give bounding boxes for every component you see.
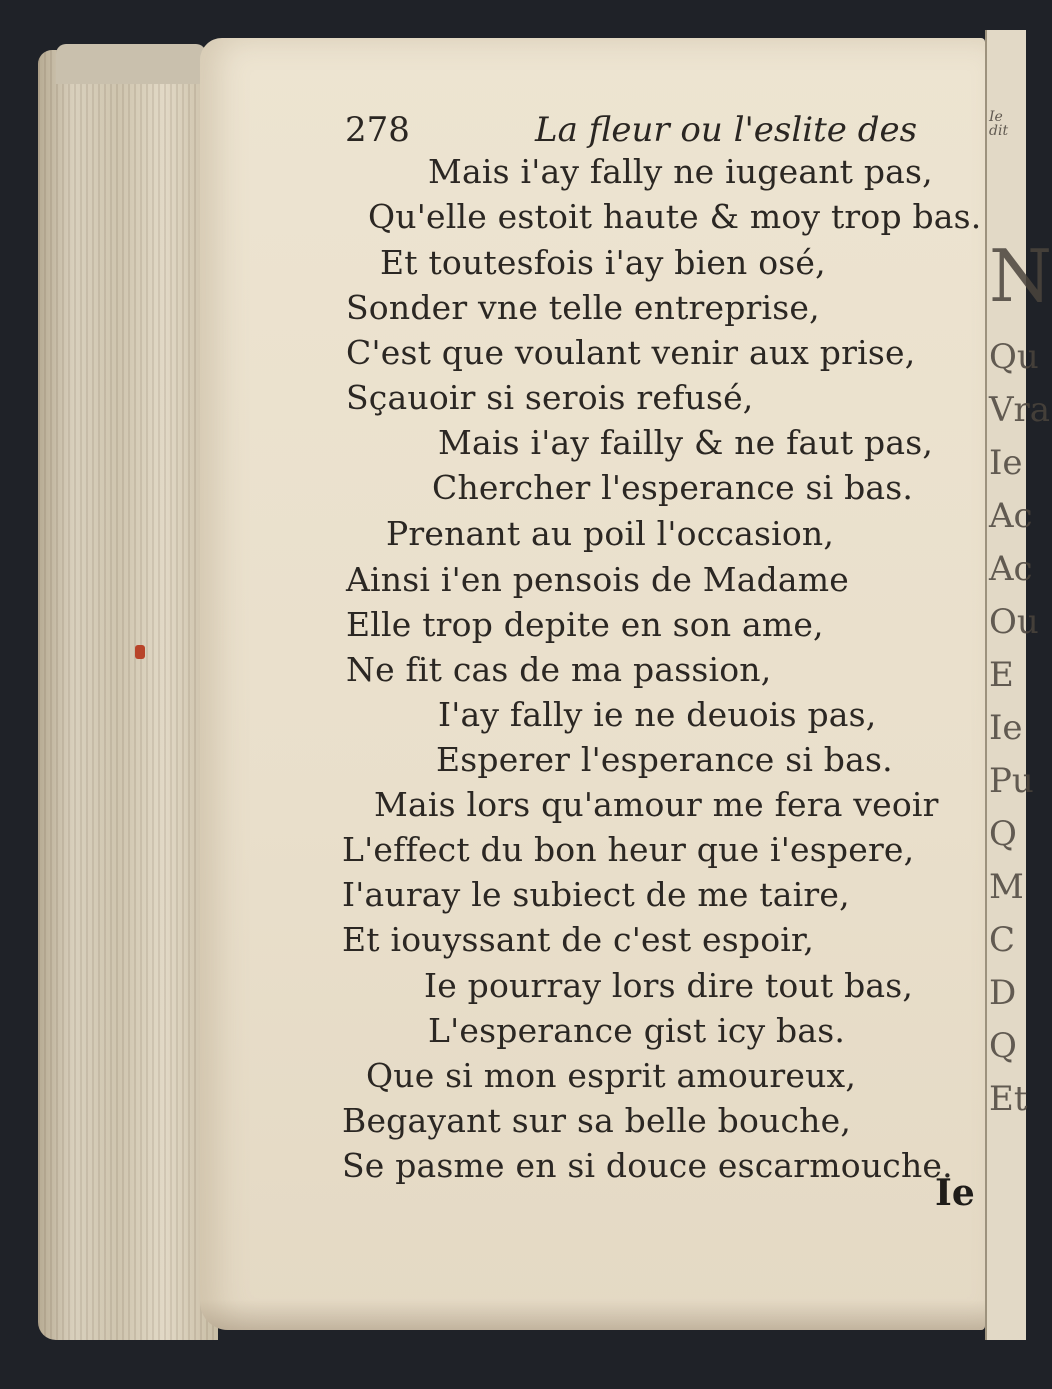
facing-fragment: Et bbox=[989, 1079, 1028, 1119]
facing-fragment: Ie bbox=[989, 443, 1023, 483]
verse-line: L'esperance gist icy bas. bbox=[428, 1011, 846, 1050]
verse-line: Chercher l'esperance si bas. bbox=[432, 468, 914, 507]
verse-line: Ainsi i'en pensois de Madame bbox=[346, 560, 850, 599]
facing-fragment: D bbox=[989, 973, 1017, 1013]
verse-line: Qu'elle estoit haute & moy trop bas. bbox=[368, 197, 982, 236]
facing-fragment: Ie bbox=[989, 708, 1023, 748]
verse-line: Prenant au poil l'occasion, bbox=[386, 514, 835, 553]
facing-fragment: M bbox=[989, 867, 1024, 907]
red-stain-mark bbox=[135, 645, 145, 659]
facing-fragment: Qu bbox=[989, 337, 1039, 377]
verse-line: Esperer l'esperance si bas. bbox=[436, 740, 893, 779]
verse-line: Sonder vne telle entreprise, bbox=[346, 288, 820, 327]
verse-line: Se pasme en si douce escarmouche. bbox=[342, 1146, 953, 1185]
verse-line: Mais i'ay failly & ne faut pas, bbox=[438, 423, 934, 462]
book-top-edge bbox=[56, 44, 206, 84]
verse-line: Mais i'ay fally ne iugeant pas, bbox=[428, 152, 933, 191]
verse-line: Ne fit cas de ma passion, bbox=[346, 650, 772, 689]
catchword: Ie bbox=[935, 1172, 975, 1214]
verse-line: Que si mon esprit amoureux, bbox=[366, 1056, 857, 1095]
page-bottom-shadow bbox=[200, 1300, 985, 1330]
facing-fragment: Pu bbox=[989, 761, 1034, 801]
verse-line: L'effect du bon heur que i'espere, bbox=[342, 830, 915, 869]
verse-line: I'auray le subiect de me taire, bbox=[342, 875, 850, 914]
book-fore-edge bbox=[38, 50, 218, 1340]
verse-line: Et toutesfois i'ay bien osé, bbox=[380, 243, 826, 282]
facing-fragment: Q bbox=[989, 1026, 1017, 1066]
facing-fragment: Ac bbox=[989, 496, 1033, 536]
verse-line: Et iouyssant de c'est espoir, bbox=[342, 920, 815, 959]
facing-fragment: N bbox=[989, 234, 1052, 318]
verse-line: Begayant sur sa belle bouche, bbox=[342, 1101, 852, 1140]
page-header bbox=[345, 110, 918, 150]
verse-line: Elle trop depite en son ame, bbox=[346, 605, 824, 644]
verse-line: C'est que voulant venir aux prise, bbox=[346, 333, 916, 372]
facing-fragment: Ac bbox=[989, 549, 1033, 589]
verse-line: Ie pourray lors dire tout bas, bbox=[424, 966, 914, 1005]
verse-line: I'ay fally ie ne deuois pas, bbox=[438, 695, 877, 734]
verse-line: Mais lors qu'amour me fera veoir bbox=[374, 785, 939, 824]
running-title: La fleur ou l'eslite des bbox=[535, 110, 918, 150]
facing-fragment: E bbox=[989, 655, 1014, 695]
facing-fragment: C bbox=[989, 920, 1016, 960]
facing-fragment: Ie dit bbox=[989, 109, 1009, 139]
page-number: 278 bbox=[345, 110, 410, 150]
facing-page-strip bbox=[985, 30, 1052, 1340]
facing-fragment: Q bbox=[989, 814, 1017, 854]
facing-fragment: Vra bbox=[989, 390, 1051, 430]
verse-line: Sçauoir si serois refusé, bbox=[346, 378, 754, 417]
facing-fragment: Ou bbox=[989, 602, 1039, 642]
